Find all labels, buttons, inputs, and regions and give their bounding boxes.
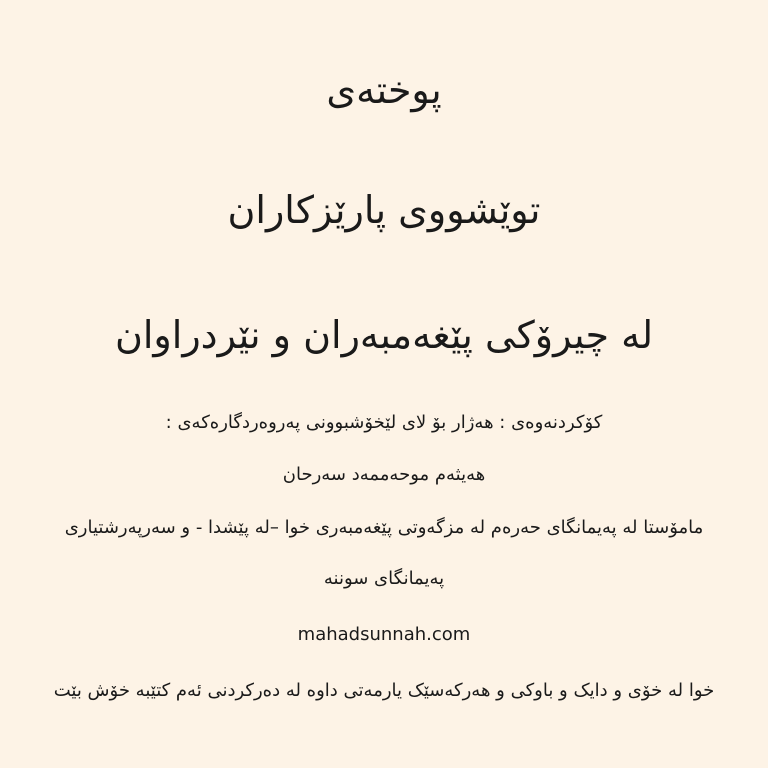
author-description-line-2: پەیمانگای سوننە [323, 568, 445, 589]
author-name: هەیثەم موحەممەد سەرحان [282, 464, 486, 485]
title-line-3: لە چیرۆکی پێغەمبەران و نێردراوان [114, 313, 654, 357]
compiler-label: کۆکردنەوەی : هەژار بۆ لای لێخۆشبوونی پەروەردگارەکەی : [165, 412, 603, 433]
website-link[interactable]: mahadsunnah.com [297, 624, 471, 645]
author-description-line-1: مامۆستا لە پەیمانگای حەرەم لە مزگەوتی پێغەمبەری خوا –لە پێشدا - و سەرپەرشتیاری [64, 517, 704, 538]
title-line-2: توێشووی پارێزکاران [227, 188, 541, 232]
title-line-1: پوختەی [326, 68, 442, 112]
dedication-text: خوا لە خۆی و دایک و باوکی و هەرکەسێک یارمەتی داوە لە دەرکردنی ئەم کتێبە خۆش بێت [53, 680, 715, 701]
